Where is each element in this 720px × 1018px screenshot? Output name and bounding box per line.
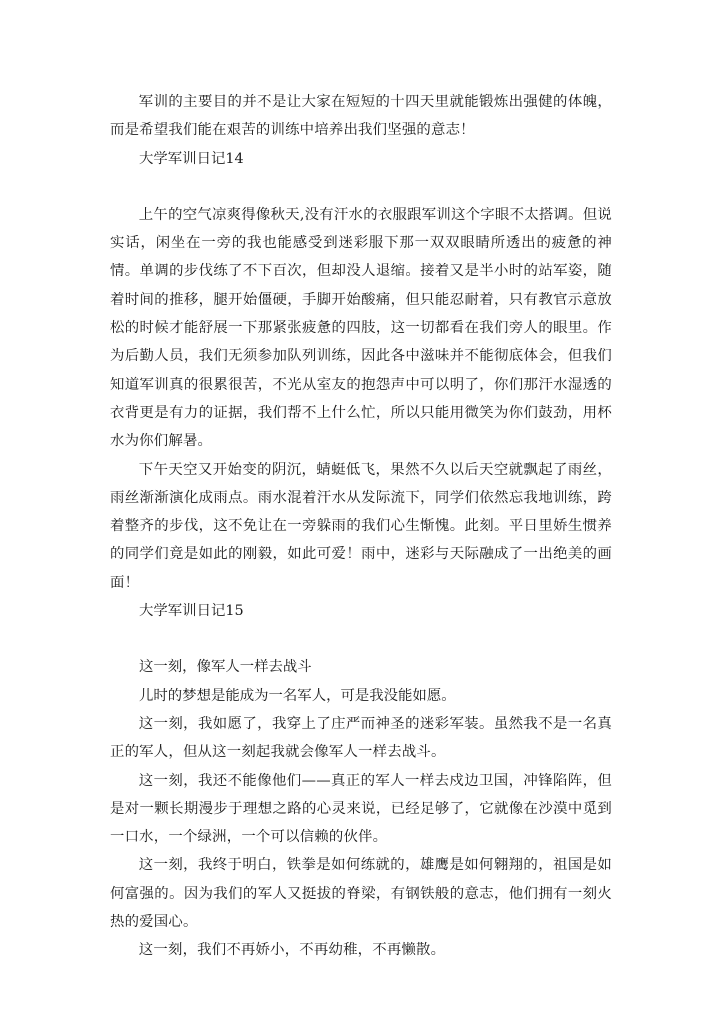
diary-15-paragraph-4: 这一刻，我们不再娇小，不再幼稚，不再懒散。 [138, 942, 446, 959]
spacer [110, 173, 612, 201]
diary-15-heading: 大学军训日记15 [139, 603, 244, 620]
document-page [110, 88, 612, 965]
diary-15-paragraph-3: 这一刻，我终于明白，铁拳是如何练就的，雄鹰是如何翱翔的，祖国是如何富强的。因为我们的军人又挺拔的脊梁，有钢铁般的意志，他们拥有一刻火热的爱国心。 [110, 857, 612, 931]
diary-14-paragraph-2: 下午天空又开始变的阴沉，蜻蜓低飞，果然不久以后天空就飘起了雨丝，雨丝渐渐演化成雨点。雨水混着汗水从发际流下，同学们依然忘我地训练，跨着整齐的步伐，这不免让在一旁躲雨的我们心生惭愧。此刻。平日里娇生惯养的同学们竟是如此的刚毅，如此可爱！雨中，迷彩与天际融成了一出绝美的画面！ [110, 461, 612, 591]
diary-15-paragraph-2: 这一刻，我还不能像他们——真正的军人一样去戍边卫国，冲锋陷阵，但是对一颗长期漫步于理想之路的心灵来说，已经足够了，它就像在沙漠中觅到一口水，一个绿洲，一个可以信赖的伙伴。 [110, 772, 612, 846]
diary-15-paragraph-1: 这一刻，我如愿了，我穿上了庄严而神圣的迷彩军装。虽然我不是一名真正的军人，但从这一刻起我就会像军人一样去战斗。 [110, 715, 612, 761]
spacer [110, 625, 612, 653]
diary-14-heading: 大学军训日记14 [139, 150, 244, 167]
diary-14-paragraph-1: 上午的空气凉爽得像秋天,没有汗水的衣服跟军训这个字眼不太搭调。但说实话，闲坐在一旁的我也能感受到迷彩服下那一双双眼睛所透出的疲惫的神情。单调的步伐练了不下百次，但却没人退缩。接着又是半小时的站军姿，随着时间的推移，腿开始僵硬，手脚开始酸痛，但只能忍耐着，只有教官示意放松的时候才能舒展一下那紧张疲惫的四肢，这一切都看在我们旁人的眼里。作为后勤人员，我们无须参加队列训练，因此各中滋味并不能彻底体会，但我们知道军训真的很累很苦，不光从室友的抱怨声中可以明了，你们那汗水湿透的衣背更是有力的证据，我们帮不上什么忙，所以只能用微笑为你们鼓劲，用杯水为你们解暑。 [110, 206, 612, 450]
diary-15-title-line: 这一刻，像军人一样去战斗 [139, 659, 312, 676]
intro-paragraph: 军训的主要目的并不是让大家在短短的十四天里就能锻炼出强健的体魄，而是希望我们能在艰苦的训练中培养出我们坚强的意志！ [110, 94, 612, 139]
diary-15-paragraph-0: 儿时的梦想是能成为一名军人，可是我没能如愿。 [139, 687, 456, 704]
